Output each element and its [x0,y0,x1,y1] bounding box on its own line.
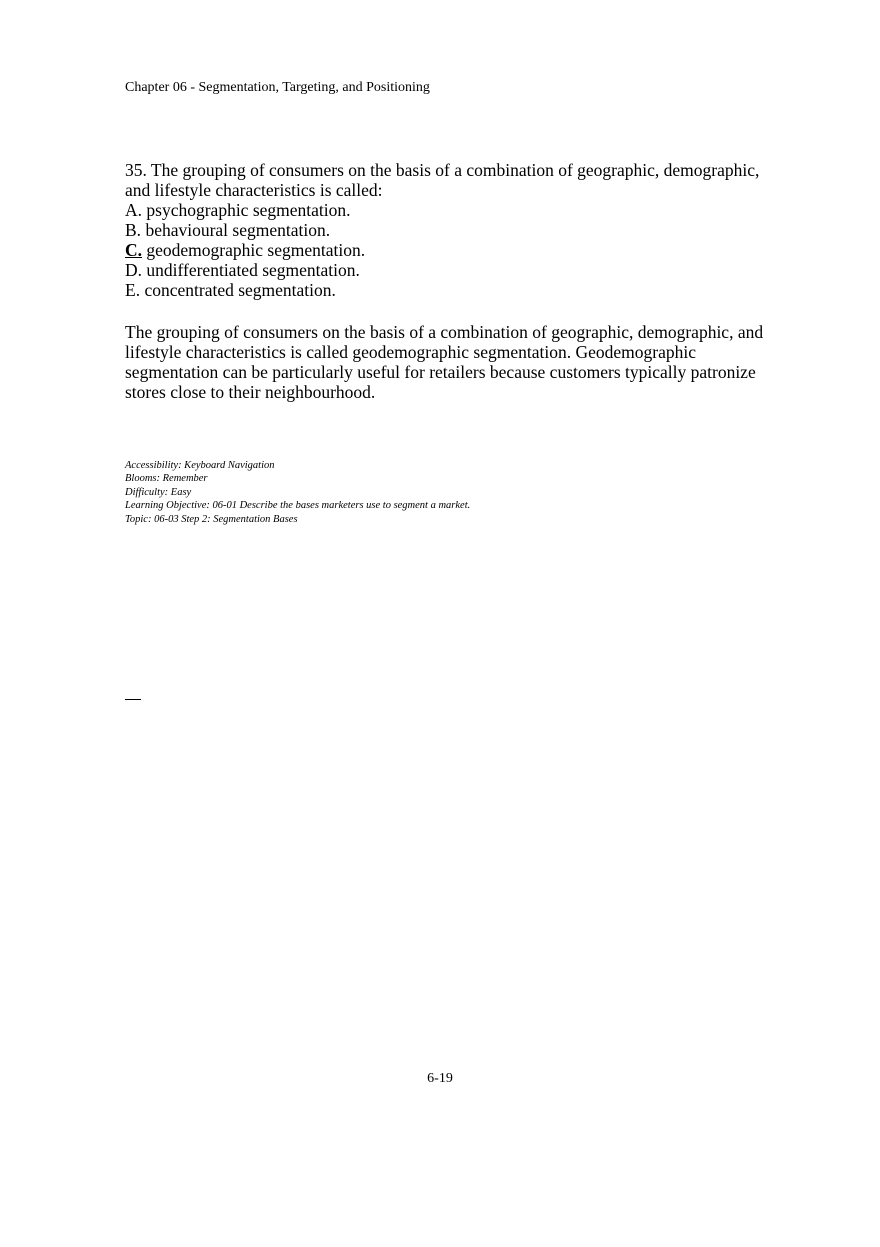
question-metadata [125,459,470,526]
meta-difficulty: Difficulty: Easy [125,486,192,498]
option-letter: B. [125,220,142,240]
option-text: undifferentiated segmentation. [142,260,360,280]
option-b [125,220,765,240]
meta-blooms: Blooms: Remember [125,473,208,485]
option-letter: A. [125,200,143,220]
question-stem: 35. The grouping of consumers on the basis of a combination of geographic, demographic, and lifestyle characteristics is called: [125,160,760,200]
option-text: behavioural segmentation. [141,220,331,240]
page-number: 6-19 [427,1071,453,1086]
option-c [125,240,765,260]
option-letter: D. [125,260,143,280]
option-e [125,280,765,300]
option-d [125,260,765,280]
answer-explanation: The grouping of consumers on the basis of a combination of geographic, demographic, and lifestyle characteristics is called geodemographic segmentation. Geodemographic segmentation can be particularly useful for retailers because customers typically patronize stores close to their neighbourhood. [125,322,764,402]
chapter-header: Chapter 06 - Segmentation, Targeting, and Positioning [125,80,430,95]
answer-options [125,200,765,300]
option-text: concentrated segmentation. [140,280,336,300]
meta-topic: Topic: 06-03 Step 2: Segmentation Bases [125,513,298,525]
option-a [125,200,765,220]
option-letter: E. [125,280,141,300]
correct-option-letter: C. [125,240,143,260]
footnote-divider [125,699,141,700]
meta-learning-objective: Learning Objective: 06-01 Describe the bases marketers use to segment a market. [125,500,471,512]
option-text: psychographic segmentation. [142,200,351,220]
option-text: geodemographic segmentation. [142,240,366,260]
meta-accessibility: Accessibility: Keyboard Navigation [125,460,275,471]
question-block [125,160,765,300]
